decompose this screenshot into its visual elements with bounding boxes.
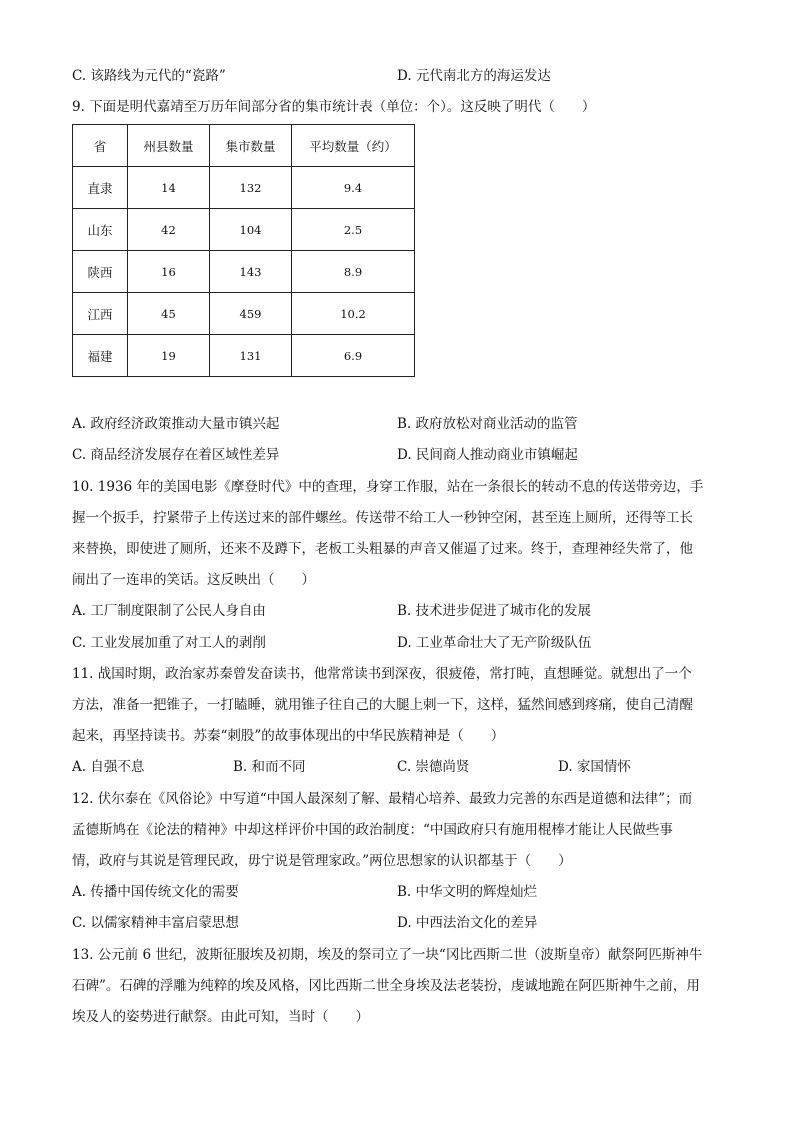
table-cell: 459 (210, 293, 292, 335)
q12-option-a: A. 传播中国传统文化的需要 (72, 884, 239, 900)
table-cell: 16 (128, 251, 210, 293)
table-header-cell: 集市数量 (210, 125, 292, 167)
table-cell: 6.9 (292, 335, 415, 377)
q9-option-b: B. 政府放松对商业活动的监管 (397, 416, 578, 432)
table-cell: 9.4 (292, 167, 415, 209)
q12-option-b: B. 中华文明的辉煌灿烂 (397, 884, 538, 900)
table-header-row (73, 125, 415, 167)
q9-option-a: A. 政府经济政策推动大量市镇兴起 (72, 416, 280, 432)
table-cell: 2.5 (292, 209, 415, 251)
q10-line-3: 来替换，即使进了厕所，还来不及蹲下，老板工头粗暴的声音又催逼了过来。终于，查理神经失常了，他 (72, 541, 693, 557)
q9-option-c: C. 商品经济发展存在着区域性差异 (72, 447, 280, 463)
table-row (73, 209, 415, 251)
q9-option-d: D. 民间商人推动商业市镇崛起 (397, 447, 578, 463)
table-row (73, 167, 415, 209)
table-cell: 直隶 (73, 167, 128, 209)
table-cell: 14 (128, 167, 210, 209)
table-cell: 10.2 (292, 293, 415, 335)
q11-option-d: D. 家国情怀 (558, 759, 631, 775)
table-cell: 山东 (73, 209, 128, 251)
table-header-cell: 州县数量 (128, 125, 210, 167)
table-cell: 8.9 (292, 251, 415, 293)
q12-option-c: C. 以儒家精神丰富启蒙思想 (72, 915, 239, 931)
q10-line-4: 闹出了一连串的笑话。这反映出（ ） (72, 572, 315, 588)
table-cell: 江西 (73, 293, 128, 335)
q10-option-c: C. 工业发展加重了对工人的剥削 (72, 635, 266, 651)
q9-stem: 9. 下面是明代嘉靖至万历年间部分省的集市统计表（单位：个）。这反映了明代（ ） (72, 99, 596, 115)
q12-option-d: D. 中西法治文化的差异 (397, 915, 538, 931)
q10-line-2: 握一个扳手，拧紧带子上传送过来的部件螺丝。传送带不给工人一秒钟空闲，甚至连上厕所，还得等工长 (72, 510, 693, 526)
q13-line-3: 埃及人的姿势进行献祭。由此可知，当时（ ） (72, 1009, 369, 1025)
q11-option-b: B. 和而不同 (233, 759, 306, 775)
table-cell: 45 (128, 293, 210, 335)
q10-line-1: 10. 1936 年的美国电影《摩登时代》中的查理，身穿工作服，站在一条很长的转动不息的传送带旁边，手 (72, 479, 704, 495)
table-cell: 陕西 (73, 251, 128, 293)
table-header-cell: 平均数量（约） (292, 125, 415, 167)
table-cell: 42 (128, 209, 210, 251)
table-row (73, 293, 415, 335)
table-cell: 福建 (73, 335, 128, 377)
q11-option-c: C. 崇德尚贤 (397, 759, 470, 775)
table-cell: 19 (128, 335, 210, 377)
q12-line-2: 孟德斯鸠在《论法的精神》中却这样评价中国的政治制度：“中国政府只有施用棍棒才能让人民做些事 (72, 822, 673, 838)
table-cell: 132 (210, 167, 292, 209)
table-row (73, 251, 415, 293)
q11-line-2: 方法，准备一把锥子，一打瞌睡，就用锥子往自己的大腿上刺一下，这样，猛然间感到疼痛，使自己清醒 (72, 697, 693, 713)
table-row (73, 335, 415, 377)
q12-line-3: 情，政府与其说是管理民政，毋宁说是管理家政。”两位思想家的认识都基于（ ） (72, 853, 572, 869)
q11-line-1: 11. 战国时期，政治家苏秦曾发奋读书，他常常读书到深夜，很疲倦，常打盹，直想睡觉。就想出了一个 (72, 666, 692, 682)
table-cell: 131 (210, 335, 292, 377)
q10-option-a: A. 工厂制度限制了公民人身自由 (72, 603, 266, 619)
prev-option-d: D. 元代南北方的海运发达 (397, 68, 551, 84)
q13-line-2: 石碑”。石碑的浮雕为纯粹的埃及风格，冈比西斯二世全身埃及法老装扮，虔诚地跪在阿匹斯神牛之前，用 (72, 978, 700, 994)
q10-option-d: D. 工业革命壮大了无产阶级队伍 (397, 635, 592, 651)
table-header-cell: 省 (73, 125, 128, 167)
q12-line-1: 12. 伏尔泰在《风俗论》中写道“中国人最深刻了解、最精心培养、最致力完善的东西是道德和法律”；而 (72, 791, 693, 807)
table-cell: 104 (210, 209, 292, 251)
q11-option-a: A. 自强不息 (72, 759, 145, 775)
market-stats-table (72, 124, 415, 377)
q11-line-3: 起来，再坚持读书。苏秦“刺股”的故事体现出的中华民族精神是（ ） (72, 728, 505, 744)
table-cell: 143 (210, 251, 292, 293)
q10-option-b: B. 技术进步促进了城市化的发展 (397, 603, 592, 619)
prev-option-c: C. 该路线为元代的“瓷路” (72, 68, 226, 84)
q13-line-1: 13. 公元前 6 世纪，波斯征服埃及初期，埃及的祭司立了一块“冈比西斯二世（波斯皇帝）献祭阿匹斯神牛 (72, 947, 703, 963)
